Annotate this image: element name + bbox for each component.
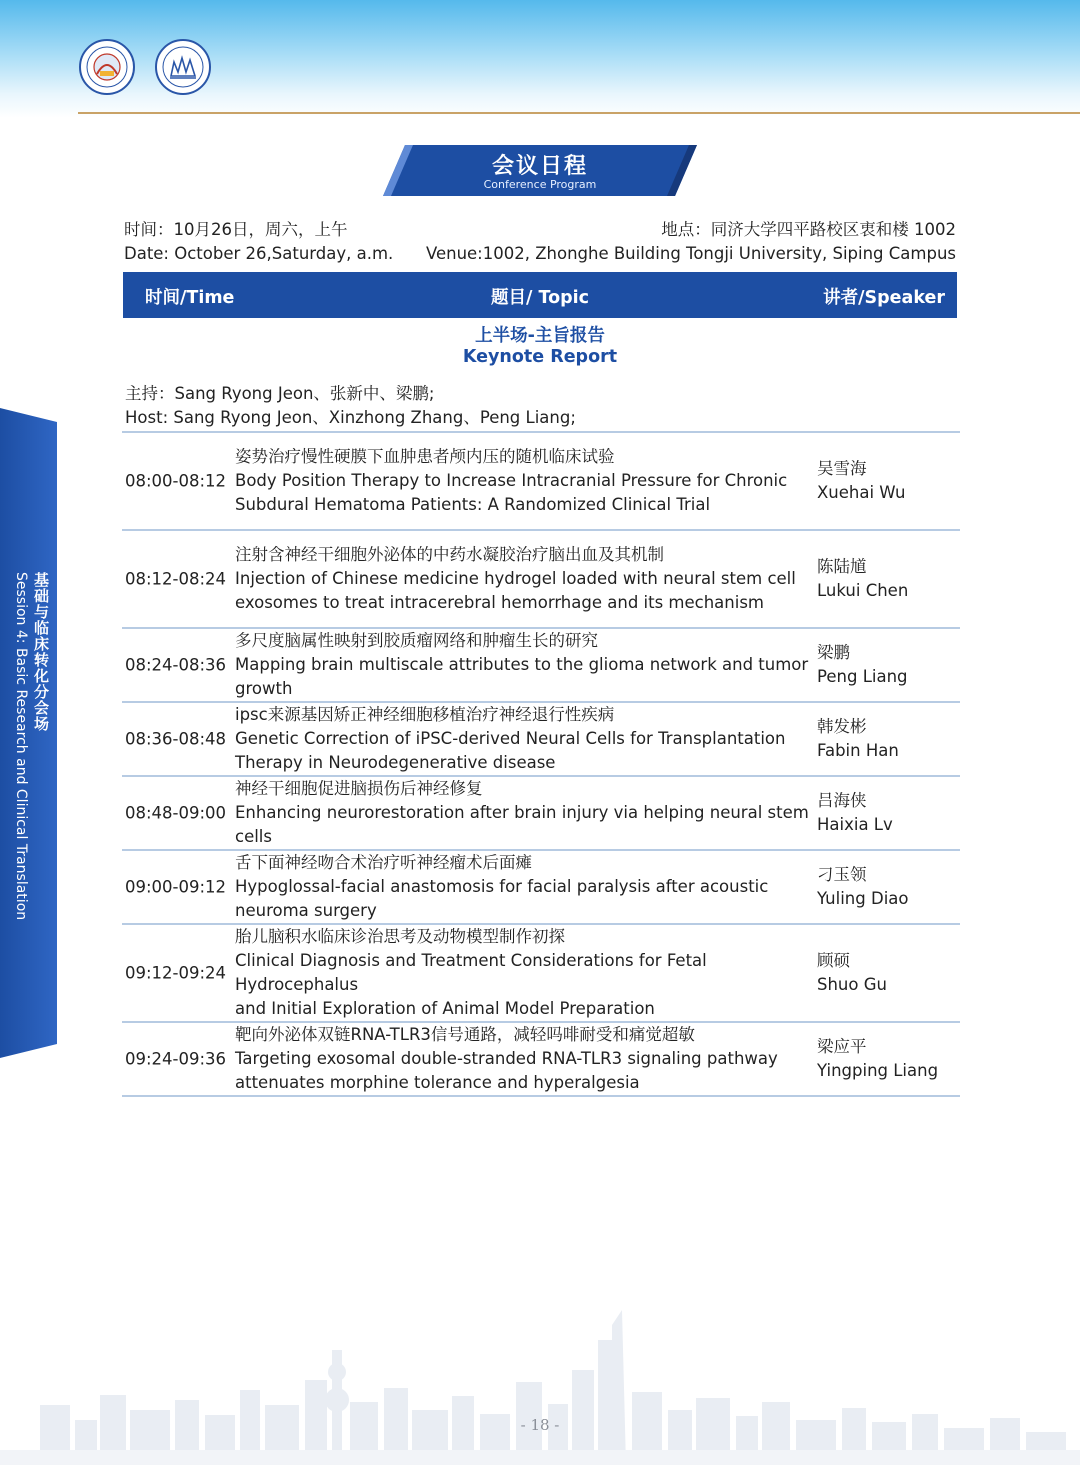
schedule-table (122, 431, 960, 1097)
speaker-en: Lukui Chen (817, 581, 909, 600)
row-speaker (817, 555, 908, 603)
topic-cn: 神经干细胞促进脑损伤后神经修复 (235, 779, 483, 798)
conference-logo-icon (78, 38, 136, 96)
meta-time-cn: 时间：10月26日，周六，上午 (124, 220, 348, 239)
row-topic (235, 703, 817, 775)
topic-en-cont: Therapy in Neurodegenerative disease (235, 753, 556, 772)
section-title-en: Keynote Report (462, 347, 618, 367)
topic-en-cont: cells (235, 827, 272, 846)
topic-en: Targeting exosomal double-stranded RNA-TLR3 signaling pathway (235, 1049, 778, 1068)
topic-cn: 舌下面神经吻合术治疗听神经瘤术后面瘫 (235, 853, 532, 872)
speaker-cn: 陈陆馗 (817, 557, 867, 576)
section-title-cn: 上半场-主旨报告 (475, 326, 605, 346)
row-speaker (817, 863, 908, 911)
row-time: 09:12-09:24 (125, 963, 227, 983)
topic-en: Mapping brain multiscale attributes to the glioma network and tumor (235, 655, 809, 674)
topic-en-cont: and Initial Exploration of Animal Model Preparation (235, 999, 655, 1018)
row-time: 09:24-09:36 (125, 1049, 227, 1069)
topic-cn: 多尺度脑属性映射到胶质瘤网络和肿瘤生长的研究 (235, 631, 598, 650)
tongji-university-logo-icon (154, 38, 212, 96)
speaker-cn: 韩发彬 (817, 717, 867, 736)
topic-en: Injection of Chinese medicine hydrogel loaded with neural stem cell (235, 569, 796, 588)
host-en: Host: Sang Ryong Jeon、Xinzhong Zhang、Peng Liang; (125, 408, 576, 427)
row-topic (235, 777, 817, 849)
topic-en: Genetic Correction of iPSC-derived Neural Cells for Transplantation (235, 729, 786, 748)
topic-cn: 胎儿脑积水临床诊治思考及动物模型制作初探 (235, 927, 565, 946)
column-header-speaker: 讲者/Speaker (823, 288, 945, 308)
speaker-cn: 吴雪海 (817, 459, 867, 478)
topic-en-cont: growth (235, 679, 293, 698)
speaker-cn: 吕海侠 (817, 791, 867, 810)
row-topic (235, 445, 817, 517)
topic-en-cont: attenuates morphine tolerance and hyperalgesia (235, 1073, 640, 1092)
city-skyline-illustration (0, 1310, 1080, 1465)
row-topic (235, 925, 817, 1021)
topic-en: Hypoglossal-facial anastomosis for facial paralysis after acoustic (235, 877, 769, 896)
session-name-cn: 基础与临床转化分会场 (32, 572, 50, 732)
column-header-topic: 题目/ Topic (490, 288, 590, 308)
topic-cn: 注射含神经干细胞外泌体的中药水凝胶治疗脑出血及其机制 (235, 545, 664, 564)
session-name-en: Session 4: Basic Research and Clinical Translation (13, 572, 29, 921)
speaker-en: Yuling Diao (817, 889, 909, 908)
table-row (122, 627, 960, 701)
speaker-en: Fabin Han (817, 741, 899, 760)
meta-venue (426, 218, 956, 266)
row-speaker (817, 789, 893, 837)
topic-en-cont: exosomes to treat intracerebral hemorrhage and its mechanism (235, 593, 765, 612)
row-speaker (817, 457, 906, 505)
session-hosts (125, 382, 576, 430)
row-topic (235, 629, 817, 701)
page-subtitle: Conference Program (483, 178, 597, 191)
page-number: - 18 - (520, 1416, 560, 1434)
meta-date-en: Date: October 26,Saturday, a.m. (124, 244, 394, 263)
page-title: 会议日程 (491, 154, 588, 179)
header-divider (78, 112, 1080, 114)
row-time: 08:48-09:00 (125, 803, 227, 823)
row-speaker (817, 1035, 938, 1083)
row-topic (235, 543, 817, 615)
row-speaker (817, 715, 899, 763)
meta-venue-cn: 地点：同济大学四平路校区衷和楼 1002 (661, 220, 956, 239)
table-row (122, 775, 960, 849)
row-time: 08:12-08:24 (125, 569, 227, 589)
speaker-en: Xuehai Wu (817, 483, 906, 502)
table-row (122, 849, 960, 923)
column-header-time: 时间/Time (145, 288, 235, 308)
topic-en-cont: neuroma surgery (235, 901, 377, 920)
speaker-en: Haixia Lv (817, 815, 893, 834)
row-speaker (817, 949, 887, 997)
speaker-en: Shuo Gu (817, 975, 887, 994)
topic-en: Clinical Diagnosis and Treatment Considerations for Fetal Hydrocephalus (235, 951, 707, 994)
topic-en: Body Position Therapy to Increase Intracranial Pressure for Chronic (235, 471, 788, 490)
topic-cn: ipsc来源基因矫正神经细胞移植治疗神经退行性疾病 (235, 705, 615, 724)
row-speaker (817, 641, 908, 689)
table-row (122, 1021, 960, 1097)
row-topic (235, 1023, 817, 1095)
topic-en: Enhancing neurorestoration after brain injury via helping neural stem (235, 803, 809, 822)
speaker-cn: 梁应平 (817, 1037, 867, 1056)
topic-cn: 姿势治疗慢性硬膜下血肿患者颅内压的随机临床试验 (235, 447, 615, 466)
table-row (122, 529, 960, 627)
row-time: 09:00-09:12 (125, 877, 227, 897)
speaker-en: Peng Liang (817, 667, 908, 686)
row-time: 08:24-08:36 (125, 655, 227, 675)
row-topic (235, 851, 817, 923)
table-row (122, 431, 960, 529)
speaker-cn: 刁玉领 (817, 865, 867, 884)
host-cn: 主持：Sang Ryong Jeon、张新中、梁鹏; (125, 384, 435, 403)
row-time: 08:00-08:12 (125, 471, 227, 491)
meta-venue-en: Venue:1002, Zhonghe Building Tongji University, Siping Campus (425, 244, 956, 263)
topic-cn: 靶向外泌体双链RNA-TLR3信号通路，减轻吗啡耐受和痛觉超敏 (235, 1025, 695, 1044)
speaker-en: Yingping Liang (817, 1061, 939, 1080)
schedule-table-header (123, 272, 957, 318)
topic-en-cont: Subdural Hematoma Patients: A Randomized Clinical Trial (235, 495, 711, 514)
row-time: 08:36-08:48 (125, 729, 227, 749)
speaker-cn: 顾硕 (817, 951, 850, 970)
table-row (122, 701, 960, 775)
speaker-cn: 梁鹏 (817, 643, 850, 662)
meta-date (124, 218, 393, 266)
table-row (122, 923, 960, 1021)
